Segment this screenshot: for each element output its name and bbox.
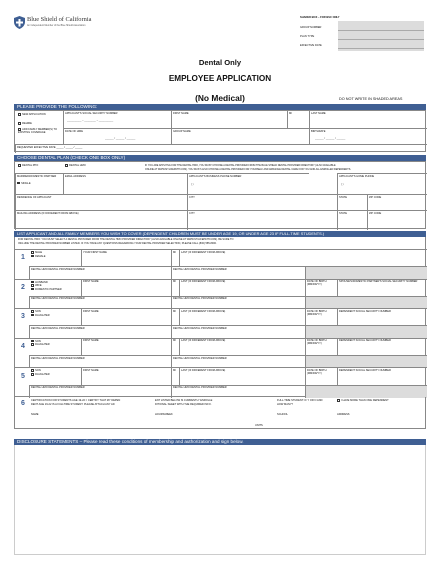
email-field[interactable]: EMAIL ADDRESS <box>63 173 187 194</box>
hours-week-label: HOURS/WEEK <box>155 413 173 416</box>
member-number-2: 2 <box>21 283 25 291</box>
student-cert-mid2: DITIONAL SHEET WITH THE REQUIRED INFO. <box>155 403 212 406</box>
member-1-option-0[interactable]: MALE <box>31 251 42 254</box>
dental-hmo-note-line2: INCLUDE THE DENTAL PROVIDER NUMBER LISTED. IF YOU HAVE ANY QUESTIONS REGARDING YOUR DENTAL PROVIDER SELECTION, PLEASE CALL (800) 585-8000. <box>18 242 217 245</box>
section-provide-following: PLEASE PROVIDE THE FOLLOWING: <box>14 104 426 110</box>
member-1-last-name[interactable]: LAST (IF DIFFERENT FROM ABOVE) <box>179 250 427 266</box>
student-name-label: NAME <box>31 413 39 416</box>
address-label: ADDRESS <box>337 413 350 416</box>
member-5-dental-hmo-provider-2[interactable]: DENTAL HMO DENTAL PROVIDER NUMBER <box>171 385 305 398</box>
member-1-mi[interactable]: MI <box>171 250 179 266</box>
member-3-dob[interactable]: DATE OF BIRTH (MM/DD/YY) <box>305 309 337 325</box>
member-number-3: 3 <box>21 313 25 321</box>
how-many-label: HOW MANY? <box>277 403 293 406</box>
units-label: UNITS <box>255 424 263 427</box>
business-phone-field[interactable]: APPLICANT'S BUSINESS PHONE NUMBER <box>187 173 309 194</box>
hmo-note-line2: ONLINE AT WWW.MYLIFEPATH.COM). YOU MUST ALSO CHOOSE A DENTAL PROVIDER FOR YOURSELF AND ARRANGE DENTAL CARE FOR YOU AND ALL ENROLLED DEPENDENTS. <box>145 168 351 171</box>
member-2-option-2-checkbox[interactable] <box>31 288 34 291</box>
office-field-effective-date: EFFECTIVE DATE <box>300 44 322 47</box>
mi-field[interactable]: MI <box>287 111 309 128</box>
mailing-address-field[interactable]: MAILING ADDRESS (IF DIFFERENT FROM ABOVE) <box>15 210 187 230</box>
birthdate-field[interactable]: BIRTHDATE <box>309 128 427 144</box>
member-3-first-name[interactable]: FIRST NAME <box>81 309 171 325</box>
member-4-office-use <box>305 355 427 368</box>
dental-ppo-checkbox[interactable] <box>18 164 21 167</box>
residence-state-field[interactable]: STATE <box>337 194 367 210</box>
hmo-note-line1: IF YOU ARE APPLYING FOR THE DENTAL HMO, YOU MUST CHOOSE A DENTAL PROVIDER FROM THE BLUE SHIELD DENTAL PROVIDER DIRECTORY (ALSO AVAILABLE <box>145 164 336 167</box>
more-dependents-option[interactable]: I HAVE MORE THAN ONE DEPENDENT <box>337 399 389 402</box>
member-number-4: 4 <box>21 342 25 350</box>
student-cert-mid1: ENT LISTED BELOW IS CURRENTLY ENROLLE <box>155 399 213 402</box>
member-3-option-0[interactable]: SON <box>31 310 41 313</box>
member-3-option-0-checkbox[interactable] <box>31 310 34 313</box>
plan-dental-hmo[interactable]: DENTAL HMO <box>65 164 86 167</box>
member-2-option-2[interactable]: DOMESTIC PARTNER <box>31 288 62 291</box>
office-box-shade <box>338 21 424 51</box>
member-3-mi[interactable]: MI <box>171 309 179 325</box>
form-title-dental-only: Dental Only <box>198 58 242 67</box>
member-3-option-1[interactable]: DAUGHTER <box>31 314 50 317</box>
member-4-option-0-checkbox[interactable] <box>31 340 34 343</box>
member-2-dob[interactable]: DATE OF BIRTH (MM/DD/YY) <box>305 280 337 296</box>
shaded-areas-note: DO NOT WRITE IN SHADED AREAS <box>339 97 403 101</box>
member-row-2 <box>15 279 427 309</box>
member-3-dental-hmo-provider[interactable]: DENTAL HMO DENTAL PROVIDER NUMBER <box>29 325 171 338</box>
member-3-dental-hmo-provider-2[interactable]: DENTAL HMO DENTAL PROVIDER NUMBER <box>171 325 305 338</box>
member-2-office-use <box>305 296 427 309</box>
mailing-state-field[interactable]: STATE <box>337 210 367 230</box>
section-disclosure-statements: DISCLOSURE STATEMENTS – Please read these conditions of membership and authorization and sign below. <box>14 439 426 445</box>
member-4-option-1[interactable]: DAUGHTER <box>31 343 50 346</box>
member-5-dob[interactable]: DATE OF BIRTH (MM/DD/YY) <box>305 368 337 384</box>
member-3-option-1-checkbox[interactable] <box>31 314 34 317</box>
member-2-option-0[interactable]: HUSBAND <box>31 281 48 284</box>
member-2-first-name[interactable]: FIRST NAME <box>81 280 171 296</box>
member-4-dental-hmo-provider[interactable]: DENTAL HMO DENTAL PROVIDER NUMBER <box>29 355 171 368</box>
member-1-office-use <box>305 266 427 279</box>
dental-hmo-checkbox[interactable] <box>65 164 68 167</box>
member-5-office-use <box>305 385 427 398</box>
member-5-first-name[interactable]: FIRST NAME <box>81 368 171 384</box>
mailing-zip-field[interactable]: ZIP CODE <box>367 210 427 230</box>
section2-grid: DENTAL PPO DENTAL HMO IF YOU ARE APPLYING FOR THE DENTAL HMO, YOU MUST CHOOSE A DENTAL PROVIDER FROM THE BLUE SHIELD DENTAL PROVIDER DIRECTORY (ALSO AVAILABLE ONLINE AT WWW.MYLIFEPATH.COM). YOU MUST ALSO CHOOSE A DENTAL PROVIDER FOR YOURSELF AND ARRANGE DENTAL CARE FOR YOU AND ALL ENROLLED DEPENDENTS. MARRIED/DOMESTIC PARTNER SINGLE EMAIL ADDRESS APPLICANT'S BUSINESS PHONE NUMBER ( ) APPLICANT'S HOME PHONE ( ) RESIDENCE OF APPLICANT CITY STATE ZIP CODE MAILING ADDRESS (IF DIFFERENT FROM ABOVE) CITY STATE ZIP CODE <box>14 161 426 229</box>
member-1-option-1-checkbox[interactable] <box>31 255 34 258</box>
member-number-1: 1 <box>21 254 25 262</box>
option-new-application[interactable]: NEW APPLICATION <box>18 113 46 116</box>
member-number-6: 6 <box>21 400 25 407</box>
full-time-student-label: FULL-TIME STUDENT: IF Y OR N AND <box>277 399 323 402</box>
new-application-checkbox[interactable] <box>18 113 21 116</box>
home-phone-field[interactable]: APPLICANT'S HOME PHONE <box>337 173 427 194</box>
student-cert-line2: DENT AGE 19-22 IS A FULLTIME STUDENT. PLEASE ATTACH ANY AD <box>31 403 115 406</box>
member-row-1 <box>15 249 427 279</box>
office-box-title: SHADED BOX – FOR BSC ONLY <box>300 16 340 19</box>
member-5-ssn[interactable]: DEPENDENT SOCIAL SECURITY NUMBER <box>337 368 427 384</box>
member-4-option-0[interactable]: SON <box>31 340 41 343</box>
dental-hmo-note-line1: FOR DENTAL HMO: YOU MUST SELECT A DENTAL PROVIDER FROM THE DENTAL HMO PROVIDER DIRECTORY (ALSO AVAILABLE ONLINE AT WWW.MYLIFEPATH.COM). BE SURE TO <box>18 238 234 241</box>
member-number-5: 5 <box>21 372 25 380</box>
date-of-hire-field[interactable]: DATE OF HIRE <box>63 128 171 144</box>
rehire-checkbox[interactable] <box>18 122 21 125</box>
member-1-dental-hmo-provider[interactable]: DENTAL HMO DENTAL PROVIDER NUMBER <box>29 266 171 279</box>
ssn-field[interactable]: APPLICANT'S SOCIAL SECURITY NUMBER <box>63 111 171 128</box>
office-use-box <box>298 16 426 56</box>
section-choose-dental-plan: CHOOSE DENTAL PLAN (CHECK ONE BOX ONLY) <box>14 155 426 161</box>
logo <box>14 16 134 30</box>
member-1-option-1[interactable]: FEMALE <box>31 255 45 258</box>
member-2-ssn[interactable]: SPOUSE'S/DOMESTIC PARTNER'S SOCIAL SECURITY NUMBER <box>337 280 427 296</box>
member-2-last-name[interactable]: LAST (IF DIFFERENT FROM ABOVE) <box>179 280 305 296</box>
school-label: SCHOOL <box>277 413 288 416</box>
member-5-mi[interactable]: MI <box>171 368 179 384</box>
logo-tagline: An Independent Member of the Blue Shield Association <box>27 24 86 27</box>
member-row-4 <box>15 338 427 368</box>
residence-city-field[interactable]: CITY <box>187 194 337 210</box>
option-rehire[interactable]: REHIRE <box>18 122 32 125</box>
member-5-last-name[interactable]: LAST (IF DIFFERENT FROM ABOVE) <box>179 368 305 384</box>
member-5-option-1[interactable]: DAUGHTER <box>31 373 50 376</box>
section1-grid: NEW APPLICATION REHIRE ADD FAMILY MEMBER(S) TO EXISTING COVERAGE APPLICANT'S SOCIAL SECURITY NUMBER __________ – ________ – __________ FIRST NAME MI LAST NAME DATE OF HIRE ______ / ______ / ______ GROUP NAME BIRTHDATE ______ / ______ / ______ REQUESTED EFFECTIVE DATE _____ / _____ / _____ <box>14 110 426 152</box>
single-checkbox[interactable] <box>17 182 20 185</box>
logo-name: Blue Shield of California <box>27 16 92 23</box>
member-3-ssn[interactable]: DEPENDENT SOCIAL SECURITY NUMBER <box>337 309 427 325</box>
member-2-option-0-checkbox[interactable] <box>31 281 34 284</box>
last-name-field[interactable]: LAST NAME <box>309 111 427 128</box>
student-cert-line1: CERTIFICATION FOR STUDENTS AGE 19-22: I CERTIFY THAT MY DEPEN <box>31 399 121 402</box>
member-3-office-use <box>305 325 427 338</box>
form-title-no-medical: (No Medical) <box>195 93 245 103</box>
member-5-option-0-checkbox[interactable] <box>31 369 34 372</box>
member-4-last-name[interactable]: LAST (IF DIFFERENT FROM ABOVE) <box>179 339 305 355</box>
member-4-ssn[interactable]: DEPENDENT SOCIAL SECURITY NUMBER <box>337 339 427 355</box>
member-4-option-1-checkbox[interactable] <box>31 343 34 346</box>
marital-status-field[interactable]: MARRIED/DOMESTIC PARTNER SINGLE <box>15 173 63 194</box>
member-5-option-0[interactable]: SON <box>31 369 41 372</box>
section-list-family-members: LIST APPLICANT AND ALL FAMILY MEMBERS YOU WISH TO COVER (DEPENDENT CHILDREN MUST BE UNDER AGE 19, OR UNDER AGE 23 IF FULL-TIME STUDENTS.) <box>14 231 426 237</box>
office-field-group-number: GROUP NUMBER <box>300 26 322 29</box>
office-field-plan-type: PLAN TYPE <box>300 35 315 38</box>
member-1-first-name[interactable]: YOUR FIRST NAME <box>81 250 171 266</box>
residence-zip-field[interactable]: ZIP CODE <box>367 194 427 210</box>
option-add-family[interactable]: ADD FAMILY MEMBER(S) TO EXISTING COVERAGE <box>18 128 58 134</box>
group-name-field[interactable]: GROUP NAME <box>171 128 309 144</box>
member-row-6 <box>14 397 426 429</box>
first-name-field[interactable]: FIRST NAME <box>171 111 287 128</box>
member-4-dob[interactable]: DATE OF BIRTH (MM/DD/YY) <box>305 339 337 355</box>
member-2-option-1[interactable]: WIFE <box>31 284 42 287</box>
member-2-dental-hmo-provider[interactable]: DENTAL HMO DENTAL PROVIDER NUMBER <box>29 296 171 309</box>
requested-effective-date-field[interactable]: REQUESTED EFFECTIVE DATE _____ / _____ / _____ <box>15 144 427 153</box>
member-2-dental-hmo-provider-2[interactable]: DENTAL HMO DENTAL PROVIDER NUMBER <box>171 296 305 309</box>
member-5-option-1-checkbox[interactable] <box>31 373 34 376</box>
member-row-5 <box>15 367 427 397</box>
member-4-mi[interactable]: MI <box>171 339 179 355</box>
member-2-mi[interactable]: MI <box>171 280 179 296</box>
member-5-dental-hmo-provider[interactable]: DENTAL HMO DENTAL PROVIDER NUMBER <box>29 385 171 398</box>
mailing-city-field[interactable]: CITY <box>187 210 337 230</box>
more-dependents-checkbox[interactable] <box>337 399 340 402</box>
disclosure-body <box>14 445 426 555</box>
member-2-option-1-checkbox[interactable] <box>31 284 34 287</box>
family-members-table <box>14 249 426 397</box>
member-row-3 <box>15 308 427 338</box>
member-4-first-name[interactable]: FIRST NAME <box>81 339 171 355</box>
form-title-employee-application: EMPLOYEE APPLICATION <box>168 74 272 83</box>
member-1-dental-hmo-provider-2[interactable]: DENTAL HMO DENTAL PROVIDER NUMBER <box>171 266 305 279</box>
plan-dental-ppo[interactable]: DENTAL PPO <box>18 164 38 167</box>
blue-shield-logo-icon <box>14 16 25 29</box>
section3-notes <box>14 237 426 249</box>
member-3-last-name[interactable]: LAST (IF DIFFERENT FROM ABOVE) <box>179 309 305 325</box>
member-4-dental-hmo-provider-2[interactable]: DENTAL HMO DENTAL PROVIDER NUMBER <box>171 355 305 368</box>
member-1-option-0-checkbox[interactable] <box>31 251 34 254</box>
residence-field[interactable]: RESIDENCE OF APPLICANT <box>15 194 187 210</box>
